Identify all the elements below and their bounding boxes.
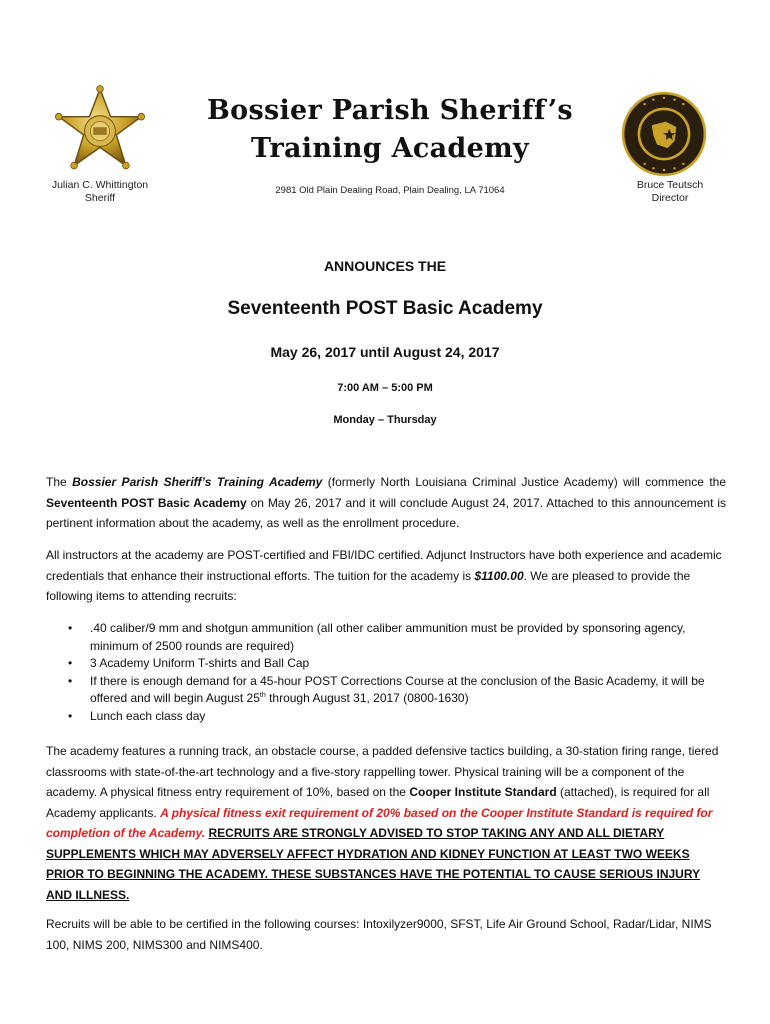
facilities-paragraph <box>46 741 726 905</box>
academy-title-line1: Bossier Parish Sheriff’s <box>207 95 573 126</box>
academy-dates: May 26, 2017 until August 24, 2017 <box>270 344 500 360</box>
supplements-warning: RECRUITS ARE STRONGLY ADVISED TO STOP TAKING ANY AND ALL DIETARY SUPPLEMENTS WHICH MAY ADVERSELY AFFECT HYDRATION AND KIDNEY FUNCTION AT LEAST TWO WEEKS PRIOR TO BEGINNING THE ACADEMY. THESE SUBSTANCES HAVE THE POTENTIAL TO CAUSE SERIOUS INJURY AND ILLNESS. <box>46 826 701 902</box>
director-title: Director <box>651 192 689 204</box>
sheriff-title: Sheriff <box>84 192 116 204</box>
list-item-text-b: through August 31, 2017 (0800-1630) <box>265 691 469 705</box>
certifications-paragraph: Recruits will be able to be certified in the following courses: Intoxilyzer9000, SFST, Life Air Ground School, Radar/Lidar, NIMS 100, NIMS 200, NIMS300 and NIMS400. <box>46 917 712 952</box>
basic-academy-emphasis: Seventeenth POST Basic Academy <box>46 495 247 510</box>
tuition-amount: $1100.00 <box>474 568 524 583</box>
bullet-icon: • <box>68 656 73 670</box>
sheriff-credit <box>30 179 170 205</box>
list-item <box>46 620 726 655</box>
academy-hours: 7:00 AM – 5:00 PM <box>337 382 433 394</box>
instructors-text-2: . We are pleased to provide the following items to attending recruits: <box>46 568 691 603</box>
announces-heading: ANNOUNCES THE <box>323 258 447 274</box>
list-item <box>46 673 726 708</box>
academy-title <box>160 92 620 168</box>
academy-name-emphasis: Bossier Parish Sheriff’s Training Academy <box>72 475 323 489</box>
list-item-text: 3 Academy Uniform T-shirts and Ball Cap <box>90 656 310 670</box>
list-item-text: Lunch each class day <box>90 708 206 723</box>
academy-address: 2981 Old Plain Dealing Road, Plain Dealing, LA 71064 <box>275 185 505 196</box>
list-item <box>46 655 726 673</box>
list-item <box>46 708 726 726</box>
sheriff-name: Julian C. Whittington <box>51 179 149 191</box>
bullet-icon: • <box>68 621 73 635</box>
director-name: Bruce Teutsch <box>636 179 704 191</box>
list-item-text: .40 caliber/9 mm and shotgun ammunition (all other caliber ammunition must be provided by sponsoring agency, minimum of 2500 rounds are required) <box>90 621 686 653</box>
intro-text-1: The <box>46 475 73 489</box>
bullet-icon: • <box>68 708 73 723</box>
academy-name-heading: Seventeenth POST Basic Academy <box>227 298 543 319</box>
sheriff-star-badge-icon <box>52 85 148 181</box>
list-item-text-a: If there is enough demand for a 45-hour POST Corrections Course at the conclusion of the Basic Academy, it will be offered and will begin August 25 <box>90 673 705 705</box>
provided-items-list <box>46 620 726 725</box>
instructors-paragraph <box>46 545 726 607</box>
intro-text-3: on May 26, 2017 and it will conclude August 24, 2017. Attached to this announcement is pertinent information about the academy, as well as the enrollment procedure. <box>46 495 726 530</box>
instructors-text-1: All instructors at the academy are POST-certified and FBI/IDC certified. Adjunct Instructors have both experience and academic credentials that enhance their instructional efforts. The tuition for the academy is <box>46 548 722 583</box>
cooper-standard-emphasis: Cooper Institute Standard <box>409 785 557 799</box>
ordinal-suffix: th <box>259 692 266 699</box>
academy-days: Monday – Thursday <box>333 414 437 426</box>
director-credit <box>600 179 740 205</box>
intro-paragraph <box>46 472 726 534</box>
facilities-text-1: The academy features a running track, an obstacle course, a padded defensive tactics building, a 30-station firing range, tiered classrooms with state-of-the-art technology and a five-story rappelling tower. Physical training will be a component of the academy. A physical fitness entry requirement of 10%, based on the <box>46 744 719 799</box>
bullet-icon: • <box>68 673 73 688</box>
academy-title-line2: Training Academy <box>251 133 529 164</box>
list-item-text <box>90 674 705 706</box>
exit-requirement-notice: A physical fitness exit requirement of 20% based on the Cooper Institute Standard is required for completion of the Academy. <box>46 805 713 840</box>
facilities-text-2: (attached), is required for all Academy applicants. <box>46 785 710 820</box>
training-academy-seal-icon <box>620 90 708 178</box>
intro-text-2: (formerly North Louisiana Criminal Justice Academy) will commence the <box>322 475 726 489</box>
